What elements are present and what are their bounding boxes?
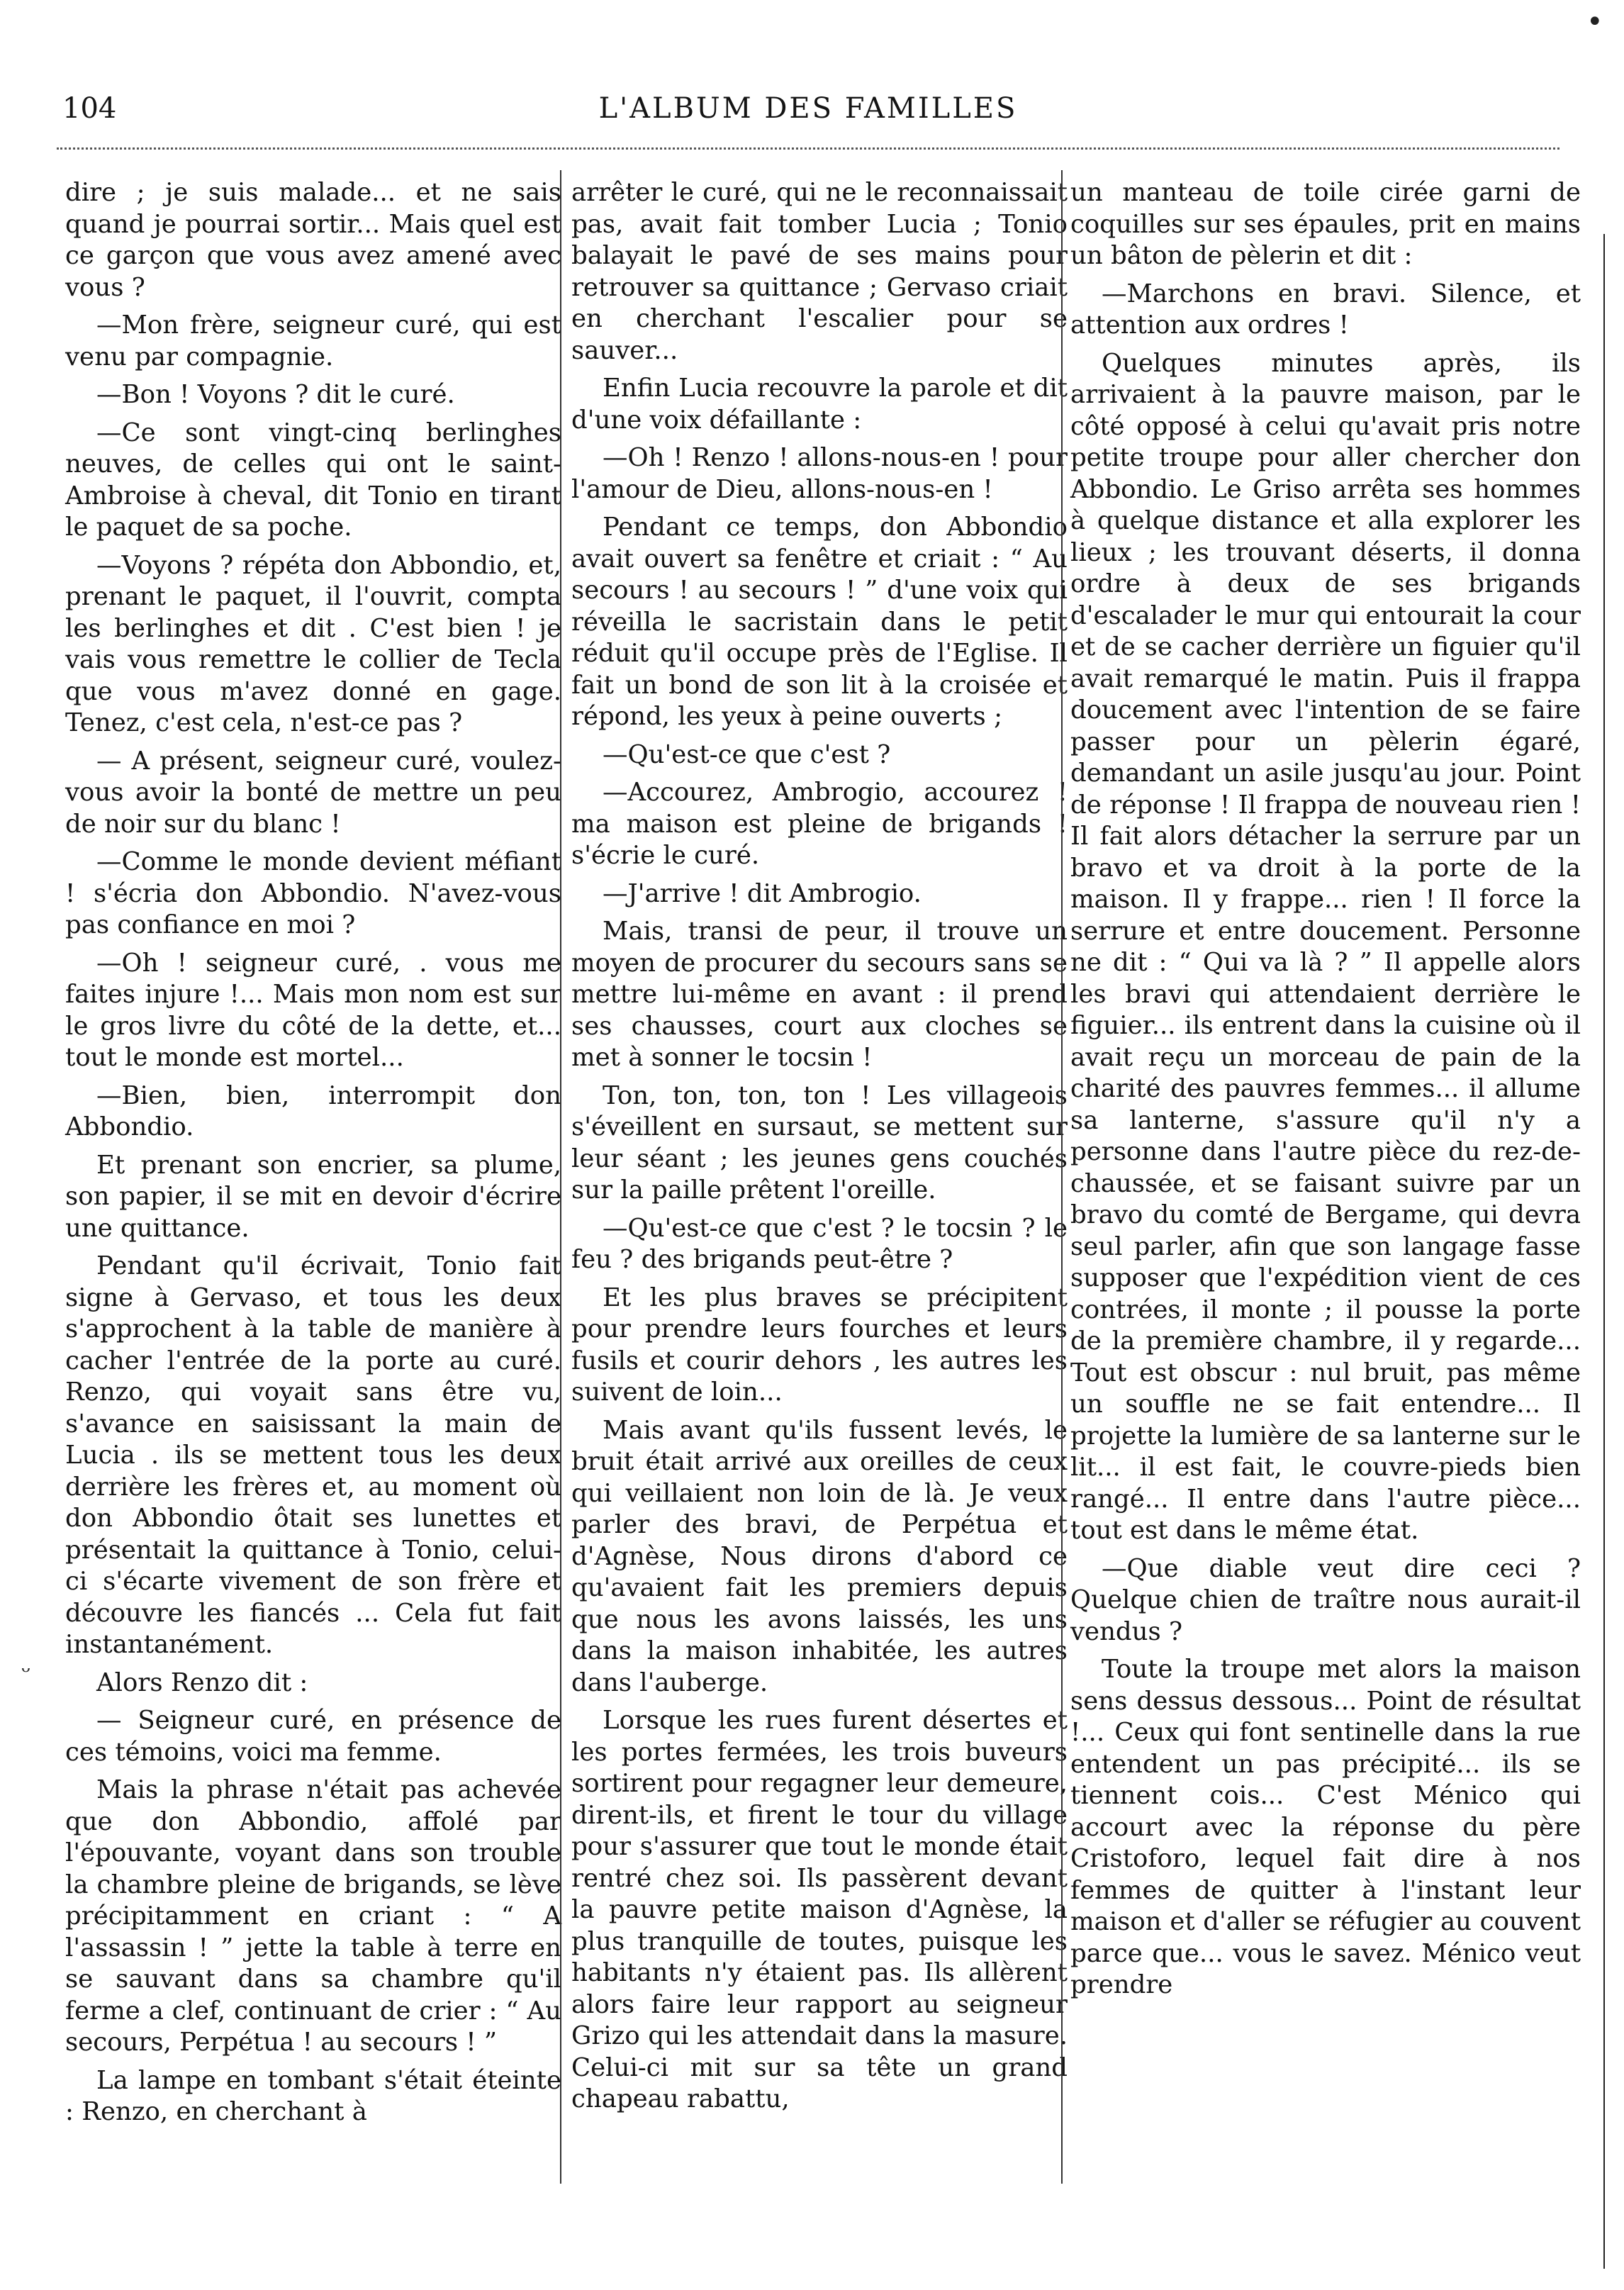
- paragraph: — A présent, seigneur curé, voulez-vous avoir la bonté de mettre un peu de noir sur du blanc !: [65, 746, 561, 839]
- paragraph: —Oh ! seigneur curé, . vous me faites injure !... Mais mon nom est sur le gros livre du côté de la dette, et... tout le monde est mortel...: [65, 948, 561, 1072]
- paragraph: —Ce sont vingt-cinq berlinghes neuves, de celles qui ont le saint-Ambroise à cheval, dit Tonio en tirant le paquet de sa poche.: [65, 418, 561, 542]
- paragraph: Mais, transi de peur, il trouve un moyen de procurer du secours sans se mettre lui-même en avant : il prend ses chausses, court aux cloches se met à sonner le tocsin !: [571, 917, 1068, 1072]
- paragraph: —Mon frère, seigneur curé, qui est venu par compagnie.: [65, 311, 561, 372]
- page-header: [57, 92, 1559, 135]
- running-title: L'ALBUM DES FAMILLES: [598, 92, 1018, 125]
- paragraph: Lorsque les rues furent désertes et les portes fermées, les trois buveurs sortirent pour regagner leur demeure, dirent-ils, et firent le tour du village pour s'assurer que tout le monde était rentré chez soi. Ils passèrent devant la pauvre petite maison d'Agnèse, la plus tranquille de toutes, puisque les habitants n'y étaient pas. Ils allèrent alors faire leur rapport au seigneur Grizo qui les attendait dans la masure. Celui-ci mit sur sa tête un grand chapeau rabattu,: [571, 1706, 1068, 2113]
- page-edge-line: [1603, 234, 1605, 2269]
- paragraph: Pendant ce temps, don Abbondio avait ouvert sa fenêtre et criait : “ Au secours ! au secours ! ” d'une voix qui réveilla le sacristain dans le petit réduit qu'il occupe près de l'Eglise. Il fait un bond de son lit à la croisée et répond, les yeux à peine ouverts ;: [571, 513, 1068, 731]
- paragraph: —Que diable veut dire ceci ? Quelque chien de traître nous aurait-il vendus ?: [1070, 1553, 1581, 1646]
- paragraph: arrêter le curé, qui ne le reconnaissait pas, avait fait tomber Lucia ; Tonio balayait le pavé de ses mains pour retrouver sa quittance ; Gervaso criait en cherchant l'escalier pour se sauver...: [571, 178, 1068, 365]
- paragraph: Toute la troupe met alors la maison sens dessus dessous... Point de résultat !... Ceux qui font sentinelle dans la rue entendent un pas précipité... ils se tiennent cois... C'est Ménico qui accourt avec la réponse du père Cristoforo, lequel fait dire à nos femmes de quitter à l'instant leur maison et d'aller se réfugier au couvent parce que... vous le savez. Ménico veut prendre: [1070, 1655, 1581, 1999]
- paragraph: —Accourez, Ambrogio, accourez ! ma maison est pleine de brigands ! s'écrie le curé.: [571, 778, 1068, 870]
- page-number: 104: [62, 92, 117, 125]
- paragraph: Alors Renzo dit :: [96, 1668, 308, 1697]
- paragraph: —Bien, bien, interrompit don Abbondio.: [65, 1080, 561, 1141]
- paragraph: La lampe en tombant s'était éteinte : Renzo, en cherchant à: [65, 2065, 561, 2126]
- paragraph: —Bon ! Voyons ? dit le curé.: [96, 380, 455, 409]
- paragraph: —Voyons ? répéta don Abbondio, et, prenant le paquet, il l'ouvrit, compta les berlinghes et dit . C'est bien ! je vais vous remettre le collier de Tecla que vous m'avez donné en gage. Tenez, c'est cela, n'est-ce pas ?: [65, 550, 561, 737]
- paragraph: Ton, ton, ton, ton ! Les villageois s'éveillent en sursaut, se mettent sur leur séant ; les jeunes gens couchés sur la paille prêtent l'oreille.: [571, 1080, 1068, 1205]
- paragraph: Enfin Lucia recouvre la parole et dit d'une voix défaillante :: [571, 374, 1068, 435]
- paragraph: un manteau de toile cirée garni de coquilles sur ses épaules, prit en mains un bâton de pèlerin et dit :: [1070, 178, 1581, 270]
- paragraph: —Comme le monde devient méfiant ! s'écria don Abbondio. N'avez-vous pas confiance en moi ?: [65, 847, 561, 939]
- text-column-1: [65, 177, 561, 2135]
- text-column-2: [571, 177, 1068, 2122]
- paragraph: dire ; je suis malade... et ne sais quand je pourrai sortir... Mais quel est ce garçon que vous avez amené avec vous ?: [65, 178, 561, 302]
- paragraph: Pendant qu'il écrivait, Tonio fait signe à Gervaso, et tous les deux s'approchent à la table de manière à cacher l'entrée de la porte au curé. Renzo, qui voyait sans être vu, s'avance en saisissant la main de Lucia . ils se mettent tous les deux derrière les frères et, au moment où don Abbondio ôtait ses lunettes et présentait la quittance à Tonio, celui-ci s'écarte vivement de son frère et découvre les fiancés ... Cela fut fait instantanément.: [65, 1251, 561, 1659]
- paragraph: —Oh ! Renzo ! allons-nous-en ! pour l'amour de Dieu, allons-nous-en !: [571, 443, 1068, 504]
- text-column-3: [1070, 177, 1581, 2008]
- paragraph: —J'arrive ! dit Ambrogio.: [603, 878, 922, 908]
- paragraph: Mais la phrase n'était pas achevée que don Abbondio, affolé par l'épouvante, voyant dans son trouble la chambre pleine de brigands, se lève précipitamment en criant : “ A l'assassin ! ” jette la table à terre en se sauvant dans sa chambre qu'il ferme a clef, continuant de crier : “ Au secours, Perpétua ! au secours ! ”: [65, 1775, 561, 2057]
- paragraph: Mais avant qu'ils fussent levés, le bruit était arrivé aux oreilles de ceux qui veillaient non loin de là. Je veux parler des bravi, de Perpétua et d'Agnèse, Nous dirons d'abord ce qu'avaient fait les premiers depuis que nous les avons laissés, les uns dans la maison inhabitée, les autres dans l'auberge.: [571, 1415, 1068, 1697]
- ink-speck: •: [1586, 6, 1603, 38]
- header-rule: [57, 147, 1559, 150]
- paragraph: Quelques minutes après, ils arrivaient à la pauvre maison, par le côté opposé à celui qu'avait pris notre petite troupe pour aller chercher don Abbondio. Le Griso arrêta ses hommes à quelque distance et alla explorer les lieux ; les trouvant déserts, il donna ordre à deux de ses brigands d'escalader le mur qui entourait la cour et de se cacher derrière un figuier qu'il avait remarqué le matin. Puis il frappa doucement avec l'intention de se faire passer pour un pèlerin égaré, demandant un asile jusqu'au jour. Point de réponse ! Il frappa de nouveau rien ! Il fait alors détacher la serrure par un bravo et va droit à la porte de la maison. Il y frappe... rien ! Il force la serrure et entre doucement. Personne ne dit : “ Qui va là ? ” Il appelle alors les bravi qui attendaient derrière le figuier... ils entrent dans la cuisine où il avait reçu un morceau de pain de la charité des pauvres femmes... il allume sa lanterne, s'assure qu'il n'y a personne dans l'autre pièce du rez-de-chaussée, et se faisant suivre par un bravo du comté de Bergame, qui devra seul parler, afin que son langage fasse supposer que l'expédition vient de ces contrées, il monte ; il pousse la porte de la première chambre, il y regarde... Tout est obscur : nul bruit, pas même un souffle ne se fait entendre... Il projette la lumière de sa lanterne sur le lit... il est fait, le couvre-pieds bien rangé... Il entre dans l'autre pièce... tout est dans le même état.: [1070, 348, 1581, 1545]
- paragraph: —Marchons en bravi. Silence, et attention aux ordres !: [1070, 279, 1581, 340]
- paragraph: —Qu'est-ce que c'est ? le tocsin ? le feu ? des brigands peut-être ?: [571, 1213, 1068, 1274]
- column-divider-1: [560, 170, 561, 2184]
- paragraph: — Seigneur curé, en présence de ces témoins, voici ma femme.: [65, 1706, 561, 1767]
- ink-speck: ᵕ: [21, 1658, 31, 1686]
- paragraph: —Qu'est-ce que c'est ?: [603, 739, 891, 769]
- paragraph: Et les plus braves se précipitent pour prendre leurs fourches et leurs fusils et courir dehors , les autres les suivent de loin...: [571, 1283, 1068, 1407]
- paragraph: Et prenant son encrier, sa plume, son papier, il se mit en devoir d'écrire une quittance.: [65, 1150, 561, 1243]
- column-divider-2: [1061, 170, 1063, 2184]
